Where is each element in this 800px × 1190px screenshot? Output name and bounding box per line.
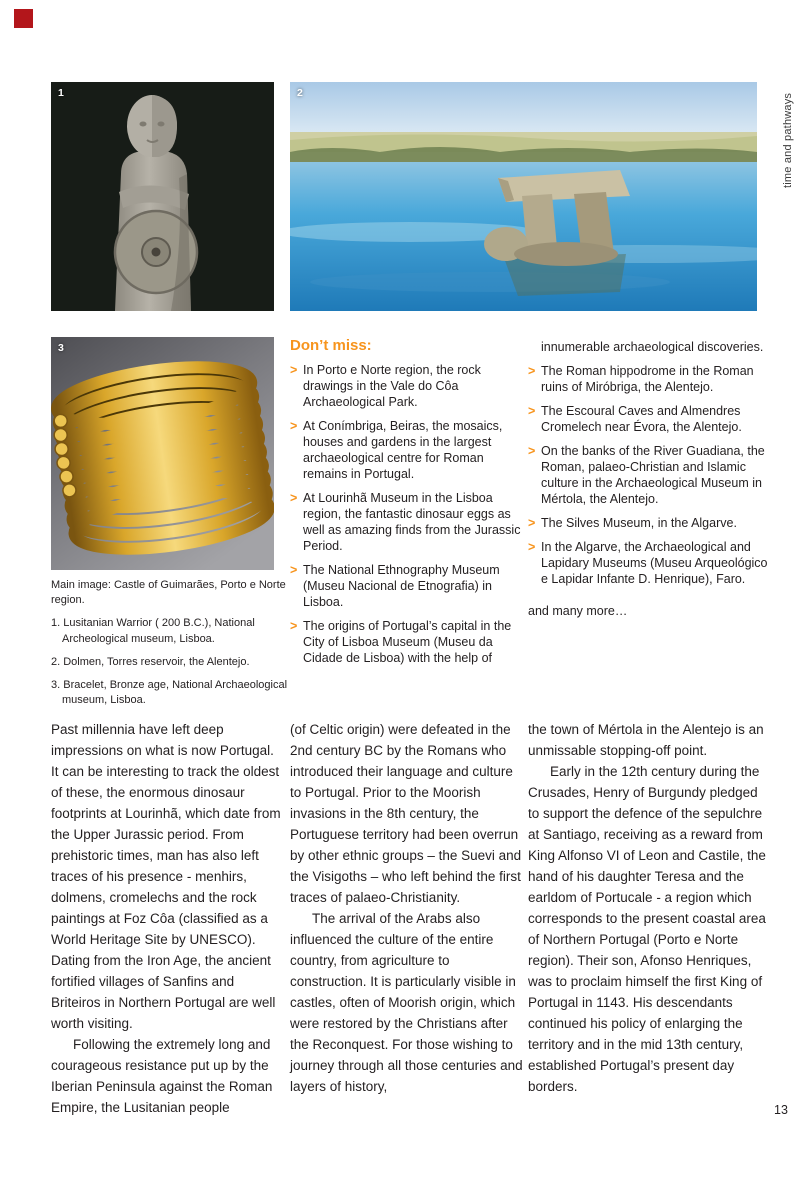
figure-captions [51, 578, 289, 716]
caption-main-image: Main image: Castle of Guimarães, Porto e Norte region. [51, 579, 286, 607]
bullet-arrow-icon: > [528, 516, 536, 530]
bullet-arrow-icon: > [290, 619, 298, 633]
dont-miss-item [290, 562, 523, 610]
dont-miss-item-text: The Escoural Caves and Almendres Cromelech near Évora, the Alentejo. [541, 404, 742, 434]
dont-miss-continuation: innumerable archaeological discoveries. [541, 340, 764, 354]
article-paragraph: The arrival of the Arabs also influenced the culture of the entire country, from agriculture to construction. It is particularly visible in castles, often of Moorish origin, which were restored by the Christians after the Reconquest. For those wishing to journey through all those centuries and layers of history, [290, 911, 523, 1094]
bullet-arrow-icon: > [528, 540, 536, 554]
dont-miss-item [528, 443, 776, 507]
dont-miss-item [528, 515, 776, 531]
dont-miss-column-2 [528, 339, 776, 632]
dont-miss-item-text: The Roman hippodrome in the Roman ruins of Miróbriga, the Alentejo. [541, 364, 754, 394]
page-number: 13 [774, 1103, 788, 1117]
bullet-arrow-icon: > [528, 404, 536, 418]
article-column-1 [51, 719, 282, 1118]
caption-item-2: 2. Dolmen, Torres reservoir, the Alentejo. [51, 655, 250, 668]
bullet-arrow-icon: > [290, 563, 298, 577]
figure-lusitanian-warrior [51, 82, 274, 311]
article-paragraph: Following the extremely long and courageous resistance put up by the Iberian Peninsula against the Roman Empire, the Lusitanian people [51, 1037, 273, 1115]
figure-1-badge: 1 [58, 87, 64, 99]
figure-gold-bracelet [51, 337, 274, 570]
lusitanian-warrior-image [51, 82, 274, 311]
bullet-arrow-icon: > [290, 363, 298, 377]
dont-miss-heading: Don’t miss: [290, 337, 372, 354]
caption-item-1: 1. Lusitanian Warrior ( 200 B.C.), National Archeological museum, Lisboa. [51, 617, 255, 645]
bullet-arrow-icon: > [528, 444, 536, 458]
dont-miss-list-1 [290, 362, 523, 666]
dont-miss-item-text: In Porto e Norte region, the rock drawings in the Vale do Côa Archaeological Park. [303, 363, 481, 409]
figure-dolmen-reservoir [290, 82, 757, 311]
article-paragraph: Past millennia have left deep impressions on what is now Portugal. It can be interesting to track the oldest of these, the enormous dinosaur footprints at Lourinhã, which date from the Upper Jurassic period. From prehistoric times, man has also left traces of his presence - menhirs, dolmens, cromelechs and the rock paintings at Foz Côa (classified as a World Heritage Site by UNESCO). Dating from the Iron Age, the ancient fortified villages of Sanfins and Briteiros in Northern Portugal are well worth visiting. [51, 722, 281, 1031]
dont-miss-item-text: On the banks of the River Guadiana, the Roman, palaeo-Christian and Islamic culture in the Archaeological Museum in Mértola, the Alentejo. [541, 444, 765, 506]
dont-miss-item [290, 418, 523, 482]
gold-bracelet-image [51, 337, 274, 570]
dont-miss-item-text: At Lourinhã Museum in the Lisboa region, the fantastic dinosaur eggs as well as amazing finds from the Jurassic Period. [303, 491, 521, 553]
dont-miss-list-2 [528, 363, 776, 587]
dont-miss-item [290, 362, 523, 410]
article-column-3 [528, 719, 771, 1097]
article-paragraph: the town of Mértola in the Alentejo is an unmissable stopping-off point. [528, 722, 764, 758]
bullet-arrow-icon: > [290, 419, 298, 433]
red-square-logo [14, 9, 33, 28]
dont-miss-column-1 [290, 337, 523, 674]
dolmen-reservoir-image [290, 82, 757, 311]
article-paragraph: Early in the 12th century during the Crusades, Henry of Burgundy pledged to support the defence of the sepulchre at Santiago, receiving as a reward from King Alfonso VI of Leon and Castile, the hand of his daughter Teresa and the earldom of Portucale - a region which corresponds to the present coastal area of Northern Portugal (Porto e Norte region). Their son, Afonso Henriques, was to proclaim himself the first King of Portugal in 1143. His descendants continued his policy of enlarging the territory and in the mid 13th century, established Portugal’s present day borders. [528, 764, 766, 1094]
figure-2-badge: 2 [297, 87, 303, 99]
article-column-2 [290, 719, 523, 1097]
dont-miss-item [290, 618, 523, 666]
article-paragraph: (of Celtic origin) were defeated in the 2nd century BC by the Romans who introduced their language and culture to Portugal. Prior to the Moorish invasions in the 8th century, the Portuguese territory had been overrun by other ethnic groups – the Suevi and the Visigoths – who left behind the first traces of palaeo-Christianity. [290, 722, 522, 905]
dont-miss-item [528, 539, 776, 587]
bullet-arrow-icon: > [528, 364, 536, 378]
edge-vertical-label: time and pathways [782, 92, 794, 188]
dont-miss-item-text: The origins of Portugal’s capital in the City of Lisboa Museum (Museu da Cidade de Lisboa) with the help of [303, 619, 512, 665]
dont-miss-item [290, 490, 523, 554]
dont-miss-item-text: In the Algarve, the Archaeological and Lapidary Museums (Museu Arqueológico e Lapidar Infante D. Henrique), Faro. [541, 540, 768, 586]
dont-miss-item [528, 403, 776, 435]
dont-miss-item-text: The Silves Museum, in the Algarve. [541, 516, 737, 530]
figure-3-badge: 3 [58, 342, 64, 354]
dont-miss-item [528, 363, 776, 395]
dont-miss-more: and many more… [528, 604, 628, 618]
caption-item-3: 3. Bracelet, Bronze age, National Archaeological museum, Lisboa. [51, 678, 288, 707]
dont-miss-item-text: The National Ethnography Museum (Museu Nacional de Etnografia) in Lisboa. [303, 563, 500, 609]
dont-miss-item-text: At Conímbriga, Beiras, the mosaics, houses and gardens in the largest archaeological centre for Roman remains in Portugal. [303, 419, 503, 481]
bullet-arrow-icon: > [290, 491, 298, 505]
